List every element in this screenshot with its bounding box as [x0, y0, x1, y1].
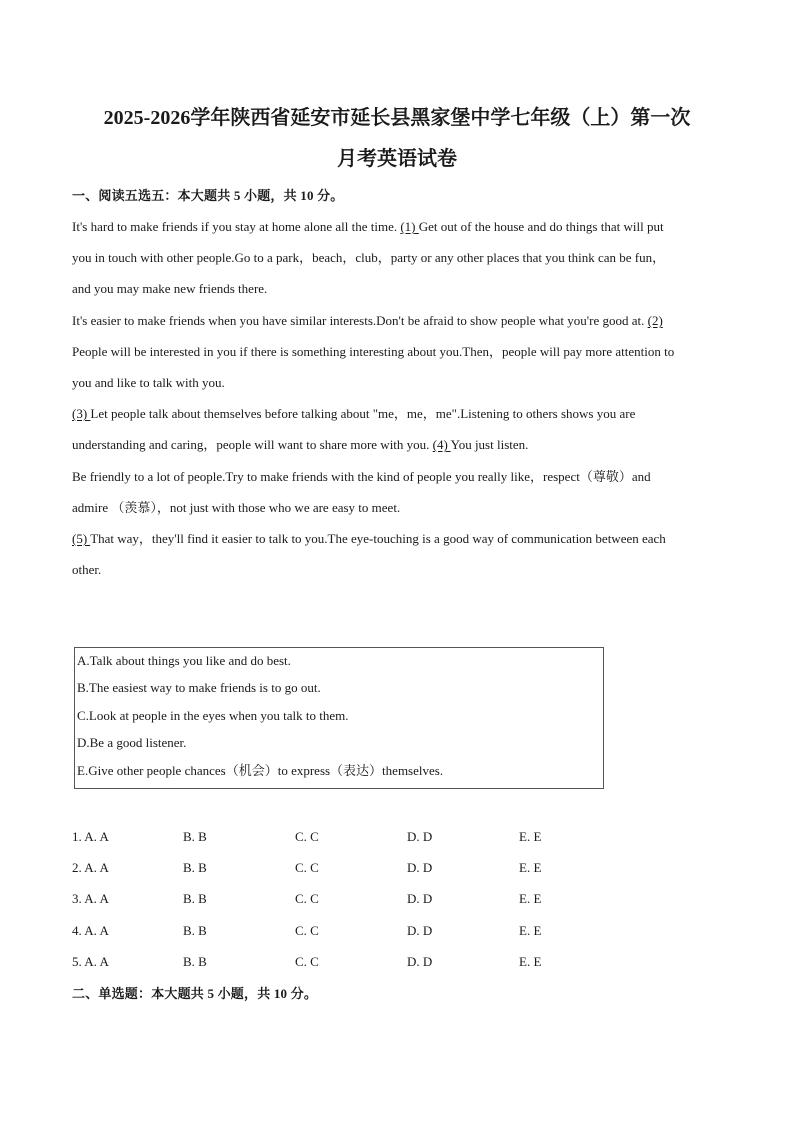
option-b: B.The easiest way to make friends is to go out.	[77, 680, 321, 695]
question-2-choice-a[interactable]: 2. A. A	[72, 860, 109, 875]
section2-heading: 二、单选题：本大题共 5 小题，共 10 分。	[72, 986, 318, 1001]
question-3-choice-a[interactable]: 3. A. A	[72, 891, 109, 906]
option-c: C.Look at people in the eyes when you talk to them.	[77, 708, 349, 723]
question-5-choice-d[interactable]: D. D	[407, 954, 433, 969]
question-4-choice-c[interactable]: C. C	[295, 923, 319, 938]
question-2-choice-b[interactable]: B. B	[183, 860, 207, 875]
question-5-choices	[72, 954, 592, 970]
question-1-choice-c[interactable]: C. C	[295, 829, 319, 844]
blank-1: (1)	[400, 219, 419, 234]
blank-2: (2)	[647, 313, 663, 328]
question-1-choices	[72, 829, 592, 845]
section1-heading: 一、阅读五选五：本大题共 5 小题，共 10 分。	[72, 188, 344, 203]
passage-line-5: People will be interested in you if there is something interesting about you.Then，people will pay more attention to	[72, 344, 675, 359]
passage-line-10: admire （羡慕），not just with those who we are easy to meet.	[72, 500, 401, 515]
option-e: E.Give other people chances（机会）to express（表达）themselves.	[77, 763, 444, 778]
blank-5: (5)	[72, 531, 91, 546]
question-3-choice-c[interactable]: C. C	[295, 891, 319, 906]
passage-line-3: and you may make new friends there.	[72, 281, 268, 296]
question-3-choices	[72, 891, 592, 907]
question-1-choice-b[interactable]: B. B	[183, 829, 207, 844]
question-2-choice-d[interactable]: D. D	[407, 860, 433, 875]
blank-4: (4)	[432, 437, 451, 452]
options-box	[74, 647, 604, 789]
passage-line-8: understanding and caring，people will want to share more with you. (4) You just listen.	[72, 437, 529, 452]
question-1-choice-a[interactable]: 1. A. A	[72, 829, 109, 844]
question-5-choice-a[interactable]: 5. A. A	[72, 954, 109, 969]
passage-line-2: you in touch with other people.Go to a park，beach，club，party or any other places that you think can be fun，	[72, 250, 666, 265]
passage-line-9: Be friendly to a lot of people.Try to make friends with the kind of people you really like，respect（尊敬）and	[72, 469, 651, 484]
question-4-choice-e[interactable]: E. E	[519, 923, 542, 938]
option-a: A.Talk about things you like and do best.	[77, 653, 291, 668]
question-5-choice-b[interactable]: B. B	[183, 954, 207, 969]
option-d: D.Be a good listener.	[77, 735, 187, 750]
passage-line-4: It's easier to make friends when you have similar interests.Don't be afraid to show people what you're good at. (2)	[72, 313, 663, 328]
question-2-choices	[72, 860, 592, 876]
passage-line-7: (3) Let people talk about themselves before talking about "me，me，me".Listening to others shows you are	[72, 406, 636, 421]
question-3-choice-e[interactable]: E. E	[519, 891, 542, 906]
passage-line-12: other.	[72, 562, 102, 577]
exam-title-line1: 2025-2026学年陕西省延安市延长县黑家堡中学七年级（上）第一次	[103, 107, 691, 129]
question-4-choice-d[interactable]: D. D	[407, 923, 433, 938]
question-1-choice-d[interactable]: D. D	[407, 829, 433, 844]
question-5-choice-e[interactable]: E. E	[519, 954, 542, 969]
exam-title-line2: 月考英语试卷	[337, 148, 457, 170]
question-2-choice-e[interactable]: E. E	[519, 860, 542, 875]
passage-line-11: (5) That way，they'll find it easier to talk to you.The eye-touching is a good way of communication between each	[72, 531, 666, 546]
question-2-choice-c[interactable]: C. C	[295, 860, 319, 875]
passage-line-6: you and like to talk with you.	[72, 375, 225, 390]
question-3-choice-b[interactable]: B. B	[183, 891, 207, 906]
question-3-choice-d[interactable]: D. D	[407, 891, 433, 906]
passage-line-1: It's hard to make friends if you stay at home alone all the time. (1) Get out of the house and do things that will put	[72, 219, 664, 234]
question-5-choice-c[interactable]: C. C	[295, 954, 319, 969]
question-4-choice-b[interactable]: B. B	[183, 923, 207, 938]
blank-3: (3)	[72, 406, 91, 421]
question-1-choice-e[interactable]: E. E	[519, 829, 542, 844]
question-4-choices	[72, 923, 592, 939]
question-4-choice-a[interactable]: 4. A. A	[72, 923, 109, 938]
